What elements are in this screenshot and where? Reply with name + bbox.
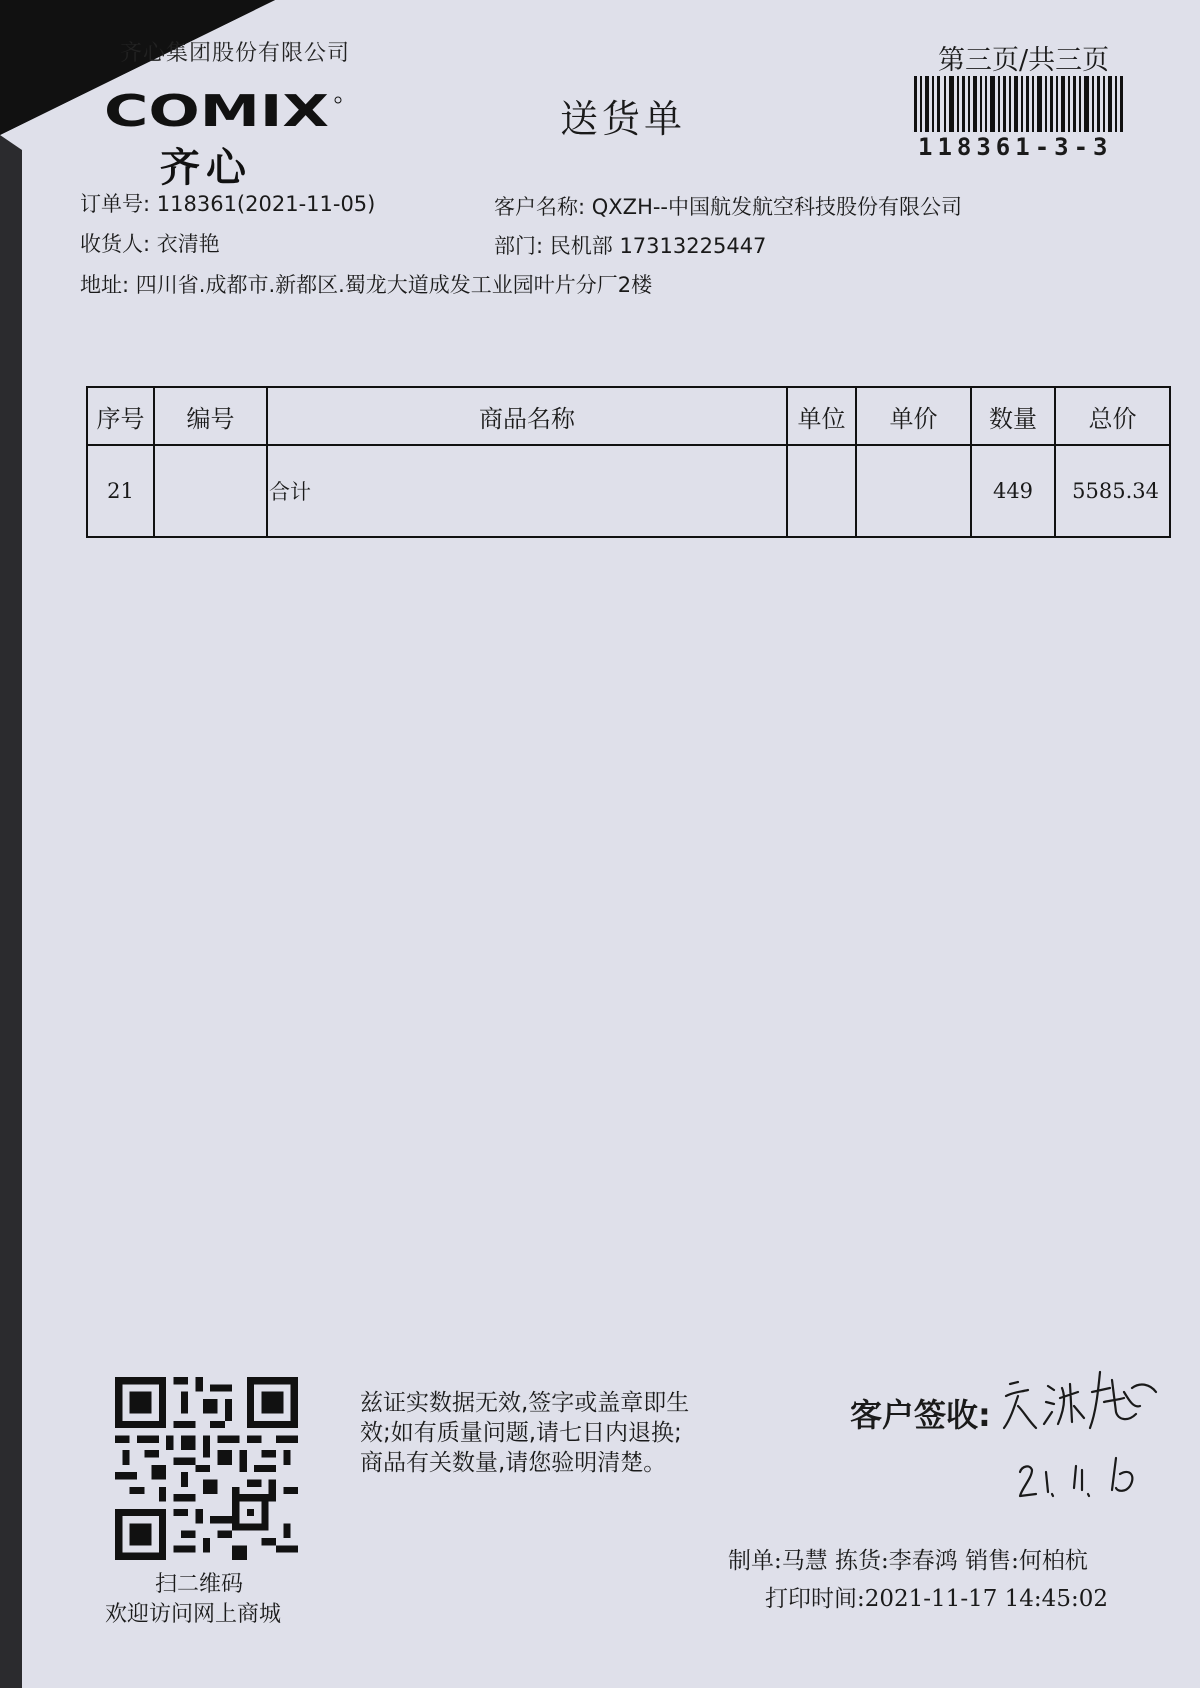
- handwritten-signature: [1000, 1362, 1180, 1512]
- cell-index: 21: [87, 445, 154, 537]
- cell-unit: [787, 445, 856, 537]
- cell-unit-price: [856, 445, 971, 537]
- notice-line: 效;如有质量问题,请七日内退换;: [360, 1420, 682, 1446]
- cell-product-name: 合计: [267, 445, 787, 537]
- column-header-product-name: 商品名称: [267, 387, 787, 445]
- column-header-code: 编号: [154, 387, 267, 445]
- receiver-value: 衣清艳: [156, 232, 220, 256]
- address-value: 四川省.成都市.新都区.蜀龙大道成发工业园叶片分厂2楼: [135, 273, 653, 297]
- order-number-label: 订单号:: [80, 192, 151, 216]
- cell-total-price: 5585.34: [1055, 445, 1170, 537]
- customer-field: [494, 191, 962, 221]
- order-number-value: 118361(2021-11-05): [156, 192, 376, 216]
- department-field: [494, 230, 766, 260]
- table-header-row: [87, 387, 1170, 445]
- barcode: [914, 76, 1124, 132]
- table-row: [87, 445, 1170, 537]
- receiver-label: 收货人:: [80, 232, 151, 256]
- page-indicator: 第三页/共三页: [938, 45, 1110, 76]
- customer-label: 客户名称:: [494, 195, 586, 219]
- qr-caption-scan: 扫二维码: [155, 1572, 244, 1597]
- notice-text: [360, 1388, 689, 1478]
- column-header-unit: 单位: [787, 387, 856, 445]
- customer-value: QXZH--中国航发航空科技股份有限公司: [591, 195, 963, 219]
- column-header-quantity: 数量: [971, 387, 1055, 445]
- items-table: [86, 386, 1171, 538]
- column-header-total-price: 总价: [1055, 387, 1170, 445]
- qr-caption-welcome: 欢迎访问网上商城: [105, 1602, 282, 1627]
- svg-text:COMIX: COMIX: [104, 86, 330, 136]
- staff-info: 制单:马慧 拣货:李春鸿 销售:何柏杭: [728, 1548, 1088, 1574]
- customer-sign-label: 客户签收:: [850, 1396, 991, 1434]
- notice-line: 兹证实数据无效,签字或盖章即生: [360, 1390, 690, 1416]
- barcode-number: 118361-3-3: [918, 133, 1113, 161]
- logo-chinese-name: 齐心: [160, 145, 252, 191]
- column-header-unit-price: 单价: [856, 387, 971, 445]
- order-number-field: [80, 188, 375, 218]
- receiver-field: [80, 228, 220, 258]
- print-time: 打印时间:2021-11-17 14:45:02: [765, 1586, 1108, 1612]
- document-title: 送货单: [560, 97, 687, 141]
- department-value: 民机部 17313225447: [549, 234, 767, 258]
- column-header-index: 序号: [87, 387, 154, 445]
- cell-code: [154, 445, 267, 537]
- company-name: 齐心集团股份有限公司: [120, 41, 351, 66]
- address-label: 地址:: [80, 273, 130, 297]
- cell-quantity: 449: [971, 445, 1055, 537]
- comix-logo: [104, 86, 344, 136]
- qr-code: [115, 1377, 298, 1560]
- department-label: 部门:: [494, 234, 544, 258]
- address-field: [80, 269, 652, 299]
- notice-line: 商品有关数量,请您验明清楚。: [360, 1450, 667, 1476]
